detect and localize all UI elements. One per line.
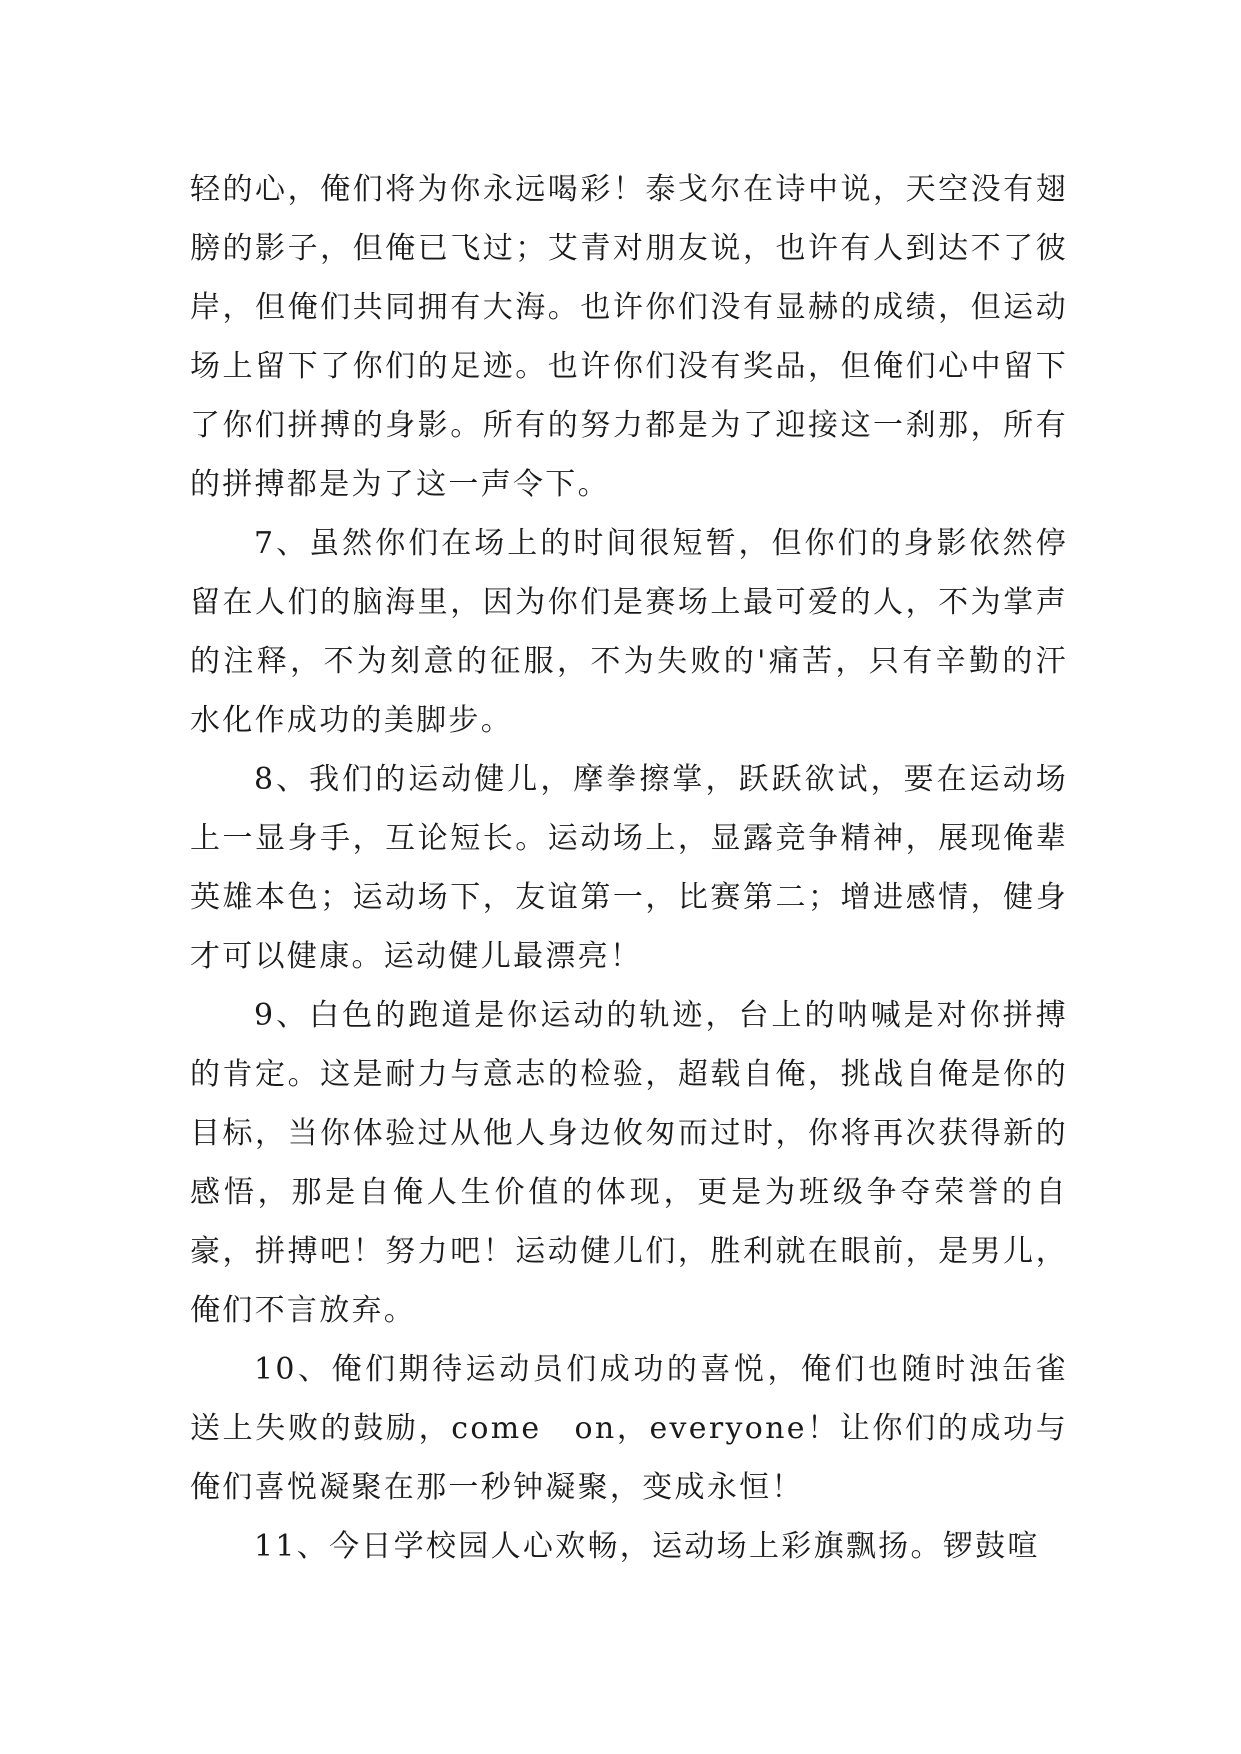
paragraph-10: 10、俺们期待运动员们成功的喜悦，俺们也随时浊缶雀送上失败的鼓励，come on，everyone！让你们的成功与俺们喜悦凝聚在那一秒钟凝聚，变成永恒！ (190, 1352, 1068, 1505)
paragraph-continuation: 轻的心，俺们将为你永远喝彩！泰戈尔在诗中说，天空没有翅膀的影子，但俺已飞过；艾青对朋友说，也许有人到达不了彼岸，但俺们共同拥有大海。也许你们没有显赫的成绩，但运动场上留下了你们的足迹。也许你们没有奖品，但俺们心中留下了你们拼搏的身影。所有的努力都是为了迎接这一刹那，所有的拼搏都是为了这一声令下。 (190, 172, 1068, 502)
document-body (190, 160, 1068, 1576)
paragraph-9: 9、白色的跑道是你运动的轨迹，台上的呐喊是对你拼搏的肯定。这是耐力与意志的检验，超载自俺，挑战自俺是你的目标，当你体验过从他人身边攸匆而过时，你将再次获得新的感悟，那是自俺人生价值的体现，更是为班级争夺荣誉的自豪，拼搏吧！努力吧！运动健儿们，胜利就在眼前，是男儿，俺们不言放弃。 (190, 998, 1068, 1328)
paragraph-7: 7、虽然你们在场上的时间很短暂，但你们的身影依然停留在人们的脑海里，因为你们是赛场上最可爱的人，不为掌声的注释，不为刻意的征服，不为失败的'痛苦，只有辛勤的汗水化作成功的美脚步。 (190, 526, 1068, 738)
paragraph-8: 8、我们的运动健儿，摩拳擦掌，跃跃欲试，要在运动场上一显身手，互论短长。运动场上，显露竞争精神，展现俺辈英雄本色；运动场下，友谊第一，比赛第二；增进感情，健身才可以健康。运动健儿最漂亮！ (190, 762, 1068, 974)
paragraph-11: 11、今日学校园人心欢畅，运动场上彩旗飘扬。锣鼓喧 (254, 1529, 1040, 1564)
